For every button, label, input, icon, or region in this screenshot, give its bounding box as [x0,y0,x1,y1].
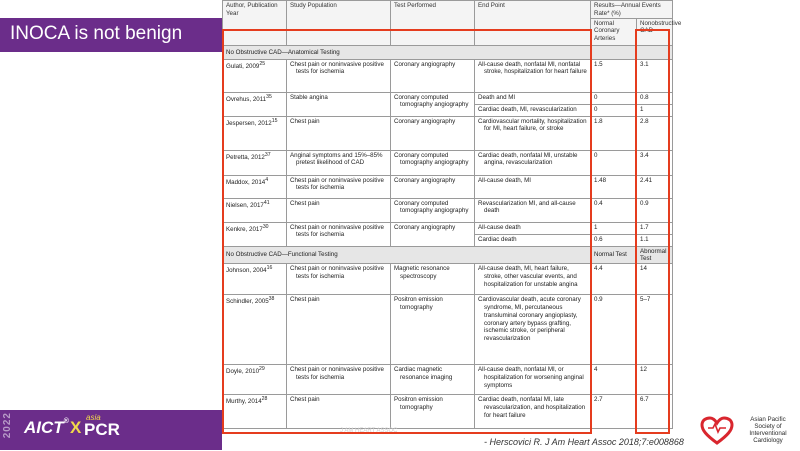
cell-test: Cardiac magnetic resonance imaging [391,365,475,395]
author-ref: 30 [262,223,269,230]
cell-normal: 4.4 [591,264,637,295]
cell-author [223,395,287,429]
cell-author [223,59,287,92]
section-row-anatomical [223,45,673,59]
section-normal-test: Normal Test [591,246,637,264]
header-test: Test Performed [391,1,475,46]
cell-population: Chest pain or noninvasive positive tests for ischemia [287,264,391,295]
subheader-normal: Normal Coronary Arteries [591,18,637,45]
author-name: Kenkre, 2017 [226,225,263,233]
author-ref: 15 [271,117,278,124]
cell-author [223,222,287,246]
cell-population: Chest pain or noninvasive positive tests for ischemia [287,175,391,198]
cell-population: Chest pain [287,198,391,222]
cell-population: Chest pain [287,395,391,429]
author-name: Maddox, 2014 [226,178,266,186]
author-ref: 28 [261,396,268,403]
cell-nonobstructive: 12 [637,365,673,395]
apsic-line: Society of [754,423,782,430]
table-row [223,365,673,395]
heart-icon [700,416,734,446]
author-name: Petretta, 2012 [226,153,265,161]
author-ref: 16 [266,265,273,272]
cell-author [223,295,287,365]
cell-normal: 1 [591,222,637,234]
cell-author [223,116,287,150]
author-ref: 37 [264,151,271,158]
section-abnormal-test: Abnormal Test [637,246,673,264]
author-name: Nielsen, 2017 [226,201,264,209]
cell-author [223,150,287,175]
cell-normal: 1.8 [591,116,637,150]
cell-endpoint: Cardiovascular death, acute coronary syndrome, MI, percutaneous transluminal coronary angioplasty, coronary artery bypass grafting, ischemic stroke, or peripheral revascularization [475,295,591,365]
author-name: Doyle, 2010 [226,368,260,376]
footer-year: 2022 [2,412,13,439]
apsic-text [736,416,800,444]
title-bar [0,18,222,52]
cell-nonobstructive: 0.8 [637,92,673,104]
cell-test: Coronary angiography [391,175,475,198]
cell-nonobstructive: 5–7 [637,295,673,365]
cell-test: Coronary angiography [391,116,475,150]
apsic-logo [700,416,800,450]
cell-normal: 0.4 [591,198,637,222]
table-row [223,295,673,365]
author-ref: 29 [259,366,265,373]
table-row [223,150,673,175]
logo-x-mark: X [70,418,82,437]
cell-normal: 4 [591,365,637,395]
section-row-functional [223,246,673,264]
cell-author [223,175,287,198]
apsic-line: Asian Pacific [750,416,786,423]
cell-test: Coronary angiography [391,59,475,92]
cell-endpoint: Death and MI [475,92,591,104]
cell-population: Anginal symptoms and 15%–85% pretest likelihood of CAD [287,150,391,175]
cell-author [223,198,287,222]
faint-journal-text: J AM HEART ASSOC [340,428,398,434]
cell-normal: 0.9 [591,295,637,365]
table-row [223,198,673,222]
pcr-logo: PCR [84,420,120,439]
author-name: Johnson, 2004 [226,267,267,275]
subheader-nonobstructive: Nonobstructive CAD [637,18,673,45]
cell-endpoint: All-cause death, nonfatal MI, or hospitalization for worsening anginal symptoms [475,365,591,395]
aict-logo-registered: ® [63,418,69,425]
section-label: No Obstructive CAD—Anatomical Testing [223,45,673,59]
left-panel [0,0,222,450]
cell-endpoint: All-cause death, MI [475,175,591,198]
table-header-row [223,1,673,19]
cell-endpoint: Cardiac death, nonfatal MI, unstable angina, revascularization [475,150,591,175]
cell-test: Positron emission tomography [391,295,475,365]
cell-population: Stable angina [287,92,391,116]
cell-endpoint: Cardiac death, MI, revascularization [475,104,591,116]
author-name: Gulati, 2009 [226,62,260,70]
cell-population: Chest pain or noninvasive positive tests for ischemia [287,222,391,246]
author-name: Murthy, 2014 [226,398,262,406]
cell-normal: 0.6 [591,234,637,246]
footer-bar [0,410,222,450]
cell-normal: 1.5 [591,59,637,92]
cell-test: Magnetic resonance spectroscopy [391,264,475,295]
cell-population: Chest pain [287,116,391,150]
logo-asia-text: asia [86,413,101,422]
cell-nonobstructive: 6.7 [637,395,673,429]
cell-nonobstructive: 1.1 [637,234,673,246]
cell-test: Coronary angiography [391,222,475,246]
author-ref: 38 [268,296,275,303]
section-label: No Obstructive CAD—Functional Testing [223,246,591,264]
cell-endpoint: All-cause death, nonfatal MI, nonfatal stroke, hospitalization for heart failure [475,59,591,92]
cell-normal: 2.7 [591,395,637,429]
cell-endpoint: All-cause death, MI, heart failure, stroke, other vascular events, and hospitalization for unstable angina [475,264,591,295]
cell-nonobstructive: 2.41 [637,175,673,198]
table-row [223,116,673,150]
cell-test: Positron emission tomography [391,395,475,429]
author-name: Jespersen, 2012 [226,119,272,127]
cell-population: Chest pain [287,295,391,365]
cell-endpoint: Cardiovascular mortality, hospitalization for MI, heart failure, or stroke [475,116,591,150]
author-ref: 4 [265,176,269,183]
cell-nonobstructive: 1 [637,104,673,116]
cell-normal: 0 [591,150,637,175]
author-ref: 25 [259,60,266,67]
cell-nonobstructive: 14 [637,264,673,295]
cell-population: Chest pain or noninvasive positive tests for ischemia [287,365,391,395]
aict-logo-text: AICT [24,418,64,437]
cell-author [223,365,287,395]
cell-nonobstructive: 1.7 [637,222,673,234]
aict-logo [24,418,69,438]
studies-table [222,0,682,429]
cell-endpoint: All-cause death [475,222,591,234]
apsic-line: Cardiology [753,437,783,444]
cell-nonobstructive: 3.1 [637,59,673,92]
header-results: Results—Annual Events Rate* (%) [591,1,673,19]
cell-author [223,92,287,116]
cell-endpoint: Cardiac death, nonfatal MI, late revascularization, and hospitalization for heart failure [475,395,591,429]
cell-normal: 0 [591,92,637,104]
header-endpoint: End Point [475,1,591,46]
cell-test: Coronary computed tomography angiography [391,92,475,116]
apsic-line: Interventional [749,430,787,437]
header-population: Study Population [287,1,391,46]
cell-nonobstructive: 3.4 [637,150,673,175]
cell-endpoint: Cardiac death [475,234,591,246]
cell-population: Chest pain or noninvasive positive tests for ischemia [287,59,391,92]
citation: - Herscovici R. J Am Heart Assoc 2018;7:e008868 [484,437,684,447]
studies-table-image [222,0,682,436]
table-row [223,175,673,198]
cell-normal: 0 [591,104,637,116]
cell-endpoint: Revascularization MI, and all-cause death [475,198,591,222]
cell-nonobstructive: 2.8 [637,116,673,150]
author-name: Ovrehus, 2011 [226,95,267,103]
table-row [223,59,673,92]
cell-test: Coronary computed tomography angiography [391,198,475,222]
author-ref: 41 [263,199,270,206]
cell-test: Coronary computed tomography angiography [391,150,475,175]
cell-normal: 1.48 [591,175,637,198]
table-row [223,264,673,295]
table-row [223,395,673,429]
cell-author [223,264,287,295]
slide-title: INOCA is not benign [10,23,183,44]
table-row [223,92,673,104]
header-author: Author, Publication Year [223,1,287,46]
table-row [223,222,673,234]
author-ref: 35 [266,93,272,100]
cell-nonobstructive: 0.9 [637,198,673,222]
author-name: Schindler, 2005 [226,298,269,306]
